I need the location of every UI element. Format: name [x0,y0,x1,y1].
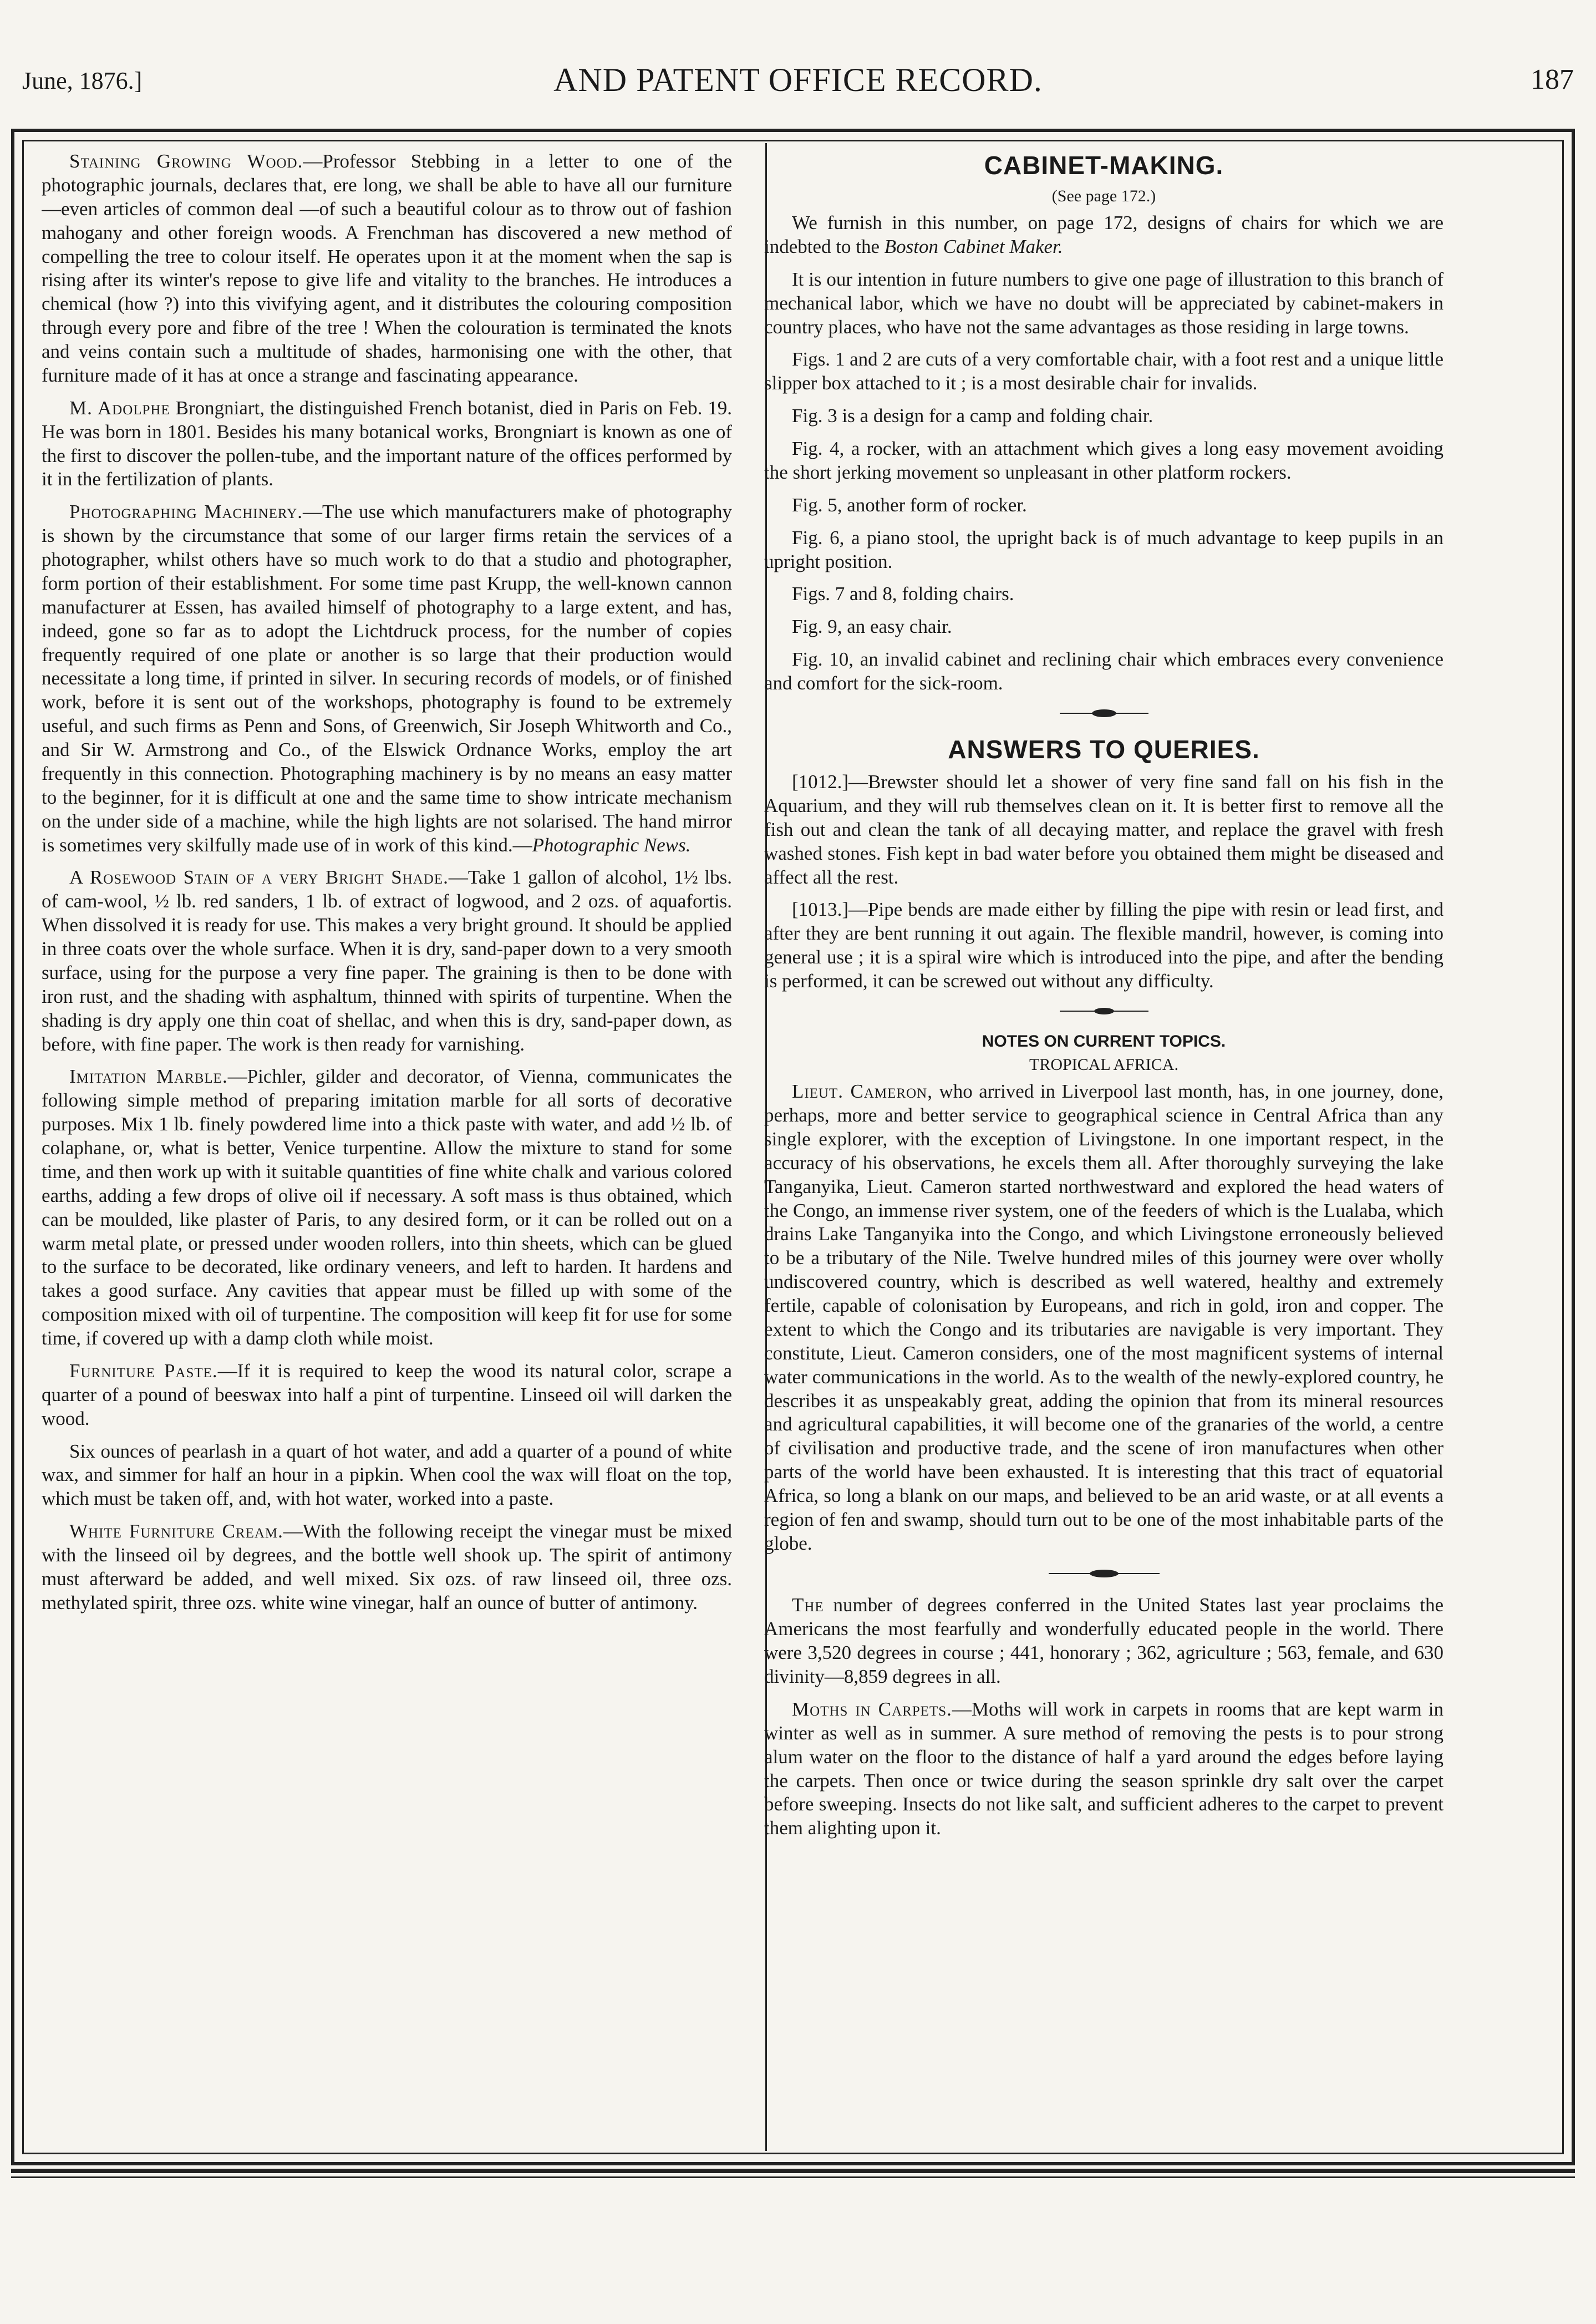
journal-title: AND PATENT OFFICE RECORD. [553,62,1043,98]
article-heading: Moths in Carpets. [792,1698,952,1720]
section-subtitle-tropical-africa: TROPICAL AFRICA. [1029,1056,1178,1074]
article-body: —The use which manufacturers make of photography is shown by the circumstance that some of our larger firms retain the services of a photographer, whilst others have so much work to do that a studio and photographer, form portion of their establishment. For some time past Krupp, the well-known cannon manufacturer at Essen, has availed himself of photography to a large extent, and has, indeed, gone so far as to adopt the Lichtdruck process, for the number of copies frequently required of one plate or another is so large that their production would necessitate a long time, if printed in silver. In securing records of models, or of finished work, before it is sent out of the workshops, photography is found to be extremely useful, and such firms as Penn and Sons, of Greenwich, Sir Joseph Whitworth and Co., and Sir W. Armstrong and Co., of the Elswick Ordnance Works, employ the art frequently in this connection. Photographing machinery is by no means an easy matter to the beginner, for it is difficult at one and the same time to show intricate mechanism on the under side of a machine, while the high lights are not solarised. The hand mirror is sometimes very skilfully made use of in work of this kind.— [42,501,732,856]
article-body: —With the following receipt the vinegar must be mixed with the linseed oil by degrees, and the bottle well shook up. The spirit of antimony must afterward be added, and well mixed. Six ozs. of raw linseed oil, three ozs. methylated spirit, three ozs. white wine vinegar, half an ounce of butter of antimony. [42,1520,732,1613]
article-furniture-cream [42,1520,732,1615]
article-source: Photographic News. [532,834,691,856]
article-heading: A Rosewood Stain of a very Bright Shade. [69,866,449,889]
article-rosewood-stain [42,866,732,1056]
answer-1012: [1012.]—Brewster should let a shower of very fine sand fall on his fish in the Aquarium, and they will rub themselves clean on it. It is better first to remove all the fish out and clean the tank of all decaying matter, and replace the gravel with fresh washed stones. Fish kept in bad water before you obtained them might be diseased and affect all the rest. [764,771,1443,888]
paragraph: Fig. 6, a piano stool, the upright back is of much advantage to keep pupils in an upright position. [764,526,1443,572]
paragraph-text: We furnish in this number, on page 172, designs of chairs for which we are indebted to the [764,212,1443,257]
article-staining-wood [42,150,732,388]
article-moths [764,1698,1443,1840]
paragraph: Fig. 9, an easy chair. [792,616,952,638]
source-name: Boston Cabinet Maker. [884,235,1063,257]
article-body: who arrived in Liverpool last month, has, in one journey, done, perhaps, more and better service to geographical science in Central Africa than any single explorer, with the exception of Livingstone. In one important respect, in the accuracy of his observations, he excels them all. After thoroughly surveying the lake Tanganyika, Lieut. Cameron started northwestward and explored the head waters of the Congo, an immense river system, one of the feeders of which is the Lualaba, which drains Lake Tanganyika into the Congo, and which Livingstone erroneously believed to be a tributary of the Nile. Twelve hundred miles of this journey were over wholly undiscovered country, which is described as well watered, healthy and extremely fertile, capable of colonisation by Europeans, and rich in gold, iron and copper. The extent to which the Congo and its tributaries are navigable is very important. They constitute, Lieut. Cameron considers, one of the most magnificent systems of internal water communications in the world. As to the wealth of the newly-explored country, he describes it as unspeakably great, adding the opinion that from its mineral resources and agricultural capabilities, it will become one of the granaries of the world, a centre of civilisation and productive trade, and the scene of iron manufactures when other parts of the world have been exhausted. It is interesting that this tract of equatorial Africa, so long a blank on our maps, and believed to be an arid waste, or at all events a region of fen and swamp, should turn out to be one of the most inhabitable parts of the globe. [764,1080,1443,1554]
article-imitation-marble [42,1065,732,1351]
article-body: —Take 1 gallon of alcohol, 1½ lbs. of cam-wool, ½ lb. red sanders, 1 lb. of extract of logwood, and 2 ozs. of aquafortis. When dissolved it is ready for use. This makes a very bright ground. It should be applied in three coats over the whole surface. When it is dry, sand-paper down to a very smooth surface, using for the purpose a very fine paper. The graining is then to be done with iron rust, and the shading with asphaltum, thinned with spirits of turpentine. When the shading is dry apply one thin coat of shellac, and when this is dry, sand-paper down, as before, with fine paper. The work is then ready for varnishing. [42,866,732,1055]
article-body: Six ounces of pearlash in a quart of hot water, and add a quarter of a pound of white wax, and simmer for half an hour in a pipkin. When cool the wax will float on the top, which must be taken off, and, with hot water, worked into a paste. [42,1440,732,1510]
ornament-divider-icon [764,1565,1443,1585]
right-column [764,150,1443,2152]
article-body: —Pichler, gilder and decorator, of Vienna, communicates the following simple method of preparing imitation marble for all sorts of decorative purposes. Mix 1 lb. finely powdered lime into a thick paste with water, and add ½ lb. of colaphane, or, what is better, Venice turpentine. Allow the mixture to stand for some time, and then work up with it suitable quantities of fine white chalk and various colored earths, adding a few drops of olive oil if necessary. A soft mass is thus obtained, which can be moulded, like plaster of Paris, to any desired form, or it can be rolled out on a warm metal plate, or pressed under wooden rollers, into thin sheets, which can be glued to the surface to be decorated, like ordinary veneers, and left to harden. It hardens and takes a good surface. Any cavities that appear must be filled up with some of the composition mixed with oil of turpentine. The composition will keep fit for use for some time, if covered up with a damp cloth while moist. [42,1065,732,1349]
section-title-notes: NOTES ON CURRENT TOPICS. [982,1032,1226,1051]
page-number: 187 [1531,64,1574,95]
paragraph: Figs. 1 and 2 are cuts of a very comfortable chair, with a foot rest and a unique little slipper box attached to it ; is a most desirable chair for invalids. [764,348,1443,394]
article-furniture-paste [42,1359,732,1431]
ornament-divider-icon [764,704,1443,725]
article-heading: Lieut. Cameron, [792,1080,933,1103]
article-heading: The [792,1594,824,1616]
paragraph: Fig. 4, a rocker, with an attachment which gives a long easy movement avoiding the short jerking movement so unpleasant in other platform rockers. [764,438,1443,483]
article-photographing-machinery [42,500,732,857]
section-subtitle: (See page 172.) [1051,187,1156,206]
article-heading: M. Adolphe [69,397,170,419]
paragraph: Fig. 5, another form of rocker. [792,494,1027,516]
paragraph: It is our intention in future numbers to give one page of illustration to this branch of mechanical labor, which we have no doubt will be appreciated by cabinet-makers in country places, who have not the same advantages as those residing in large towns. [764,268,1443,338]
article-heading: White Furniture Cream. [69,1520,283,1542]
article-pearlash [42,1440,732,1511]
article-heading: Imitation Marble. [69,1065,228,1088]
ornament-icon [1060,1005,1148,1017]
article-heading: Furniture Paste. [69,1359,218,1382]
article-body: —Moths will work in carpets in rooms that are kept warm in winter as well as in summer. A sure method of removing the pests is to pour strong alum water on the floor to the distance of half a yard around the edges before laying the carpets. Then once or twice during the season sprinkle dry salt over the carpet before sweeping. Insects do not like salt, and sufficient adheres to the carpet to prevent them alighting upon it. [764,1698,1443,1839]
article-cameron [764,1080,1443,1556]
paragraph: Fig. 3 is a design for a camp and folding chair. [792,405,1153,427]
article-heading: Staining Growing Wood. [69,150,303,172]
article-body: —If it is required to keep the wood its natural color, scrape a quarter of a pound of beeswax into half a pint of turpentine. Linseed oil will darken the wood. [42,1359,732,1429]
paragraph: Figs. 7 and 8, folding chairs. [792,583,1014,605]
answer-1013: [1013.]—Pipe bends are made either by filling the pipe with resin or lead first, and after they are bent running it out again. The flexible mandril, however, is coming into general use ; it is a spiral wire which is introduced into the pipe, and after the bending is performed, it can be screwed out without any difficulty. [764,899,1443,992]
issue-date: June, 1876.] [22,67,143,94]
ornament-icon [1049,1567,1160,1580]
article-body: Brongniart, the distinguished French botanist, died in Paris on Feb. 19. He was born in 1801. Besides his many botanical works, Brongniart is known as one of the first to discover the pollen-tube, and the important nature of the offices performed by it in the fertilization of plants. [42,397,732,490]
bottom-rule-thin [11,2176,1575,2178]
left-column [42,150,732,2152]
article-degrees [764,1594,1443,1689]
ornament-icon [1060,707,1148,719]
article-body: —Professor Stebbing in a letter to one of the photographic journals, declares that, ere long, we shall be able to have all our furniture—even articles of common deal —of such a beautiful colour as to throw out of fashion mahogany and other foreign woods. A Frenchman has discovered a new method of compelling the tree to colour itself. He operates upon it at the moment when the sap is rising after its winter's repose to give life and vitality to the branches. He introduces a chemical (how ?) into this vivifying agent, and it distributes the colouring composition through every pore and fibre of the tree ! When the colouration is terminated the knots and veins contain such a multitude of shades, harmonising one with the other, that furniture made of it has at once a strange and fascinating appearance. [42,150,732,386]
section-title-answers: ANSWERS TO QUERIES. [948,734,1260,764]
article-heading: Photographing Machinery. [69,501,303,523]
section-title-cabinet-making: CABINET-MAKING. [984,151,1224,180]
paragraph [764,211,1443,259]
ornament-divider-icon [764,1002,1443,1023]
article-brongniart [42,397,732,492]
bottom-rule [11,2169,1575,2173]
paragraph: Fig. 10, an invalid cabinet and reclining chair which embraces every convenience and comfort for the sick-room. [764,648,1443,694]
article-body: number of degrees conferred in the United States last year proclaims the Americans the most fearfully and wonderfully educated people in the world. There were 3,520 degrees in course ; 441, honorary ; 362, agriculture ; 563, female, and 630 divinity—8,859 degrees in all. [764,1594,1443,1688]
running-header [22,61,1574,116]
